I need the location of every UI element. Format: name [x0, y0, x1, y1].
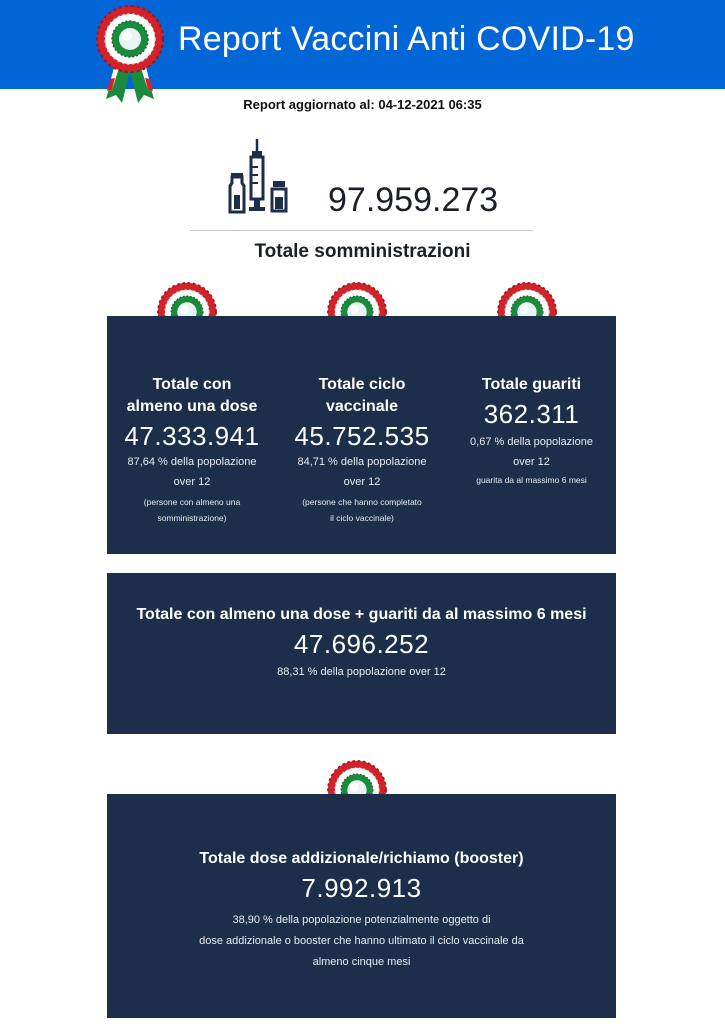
booster-title: Totale dose addizionale/richiamo (booster)	[199, 850, 524, 867]
last-updated-text: Report aggiornato al: 04-12-2021 06:35	[243, 97, 482, 112]
full-cycle-column	[277, 374, 447, 526]
recovered-pct-line2: over 12	[513, 456, 550, 468]
combined-title: Totale con almeno una dose + guariti da al massimo 6 mesi	[136, 606, 587, 623]
first-dose-value: 47.333.941	[124, 421, 260, 451]
recovered-title: Totale guariti	[481, 376, 582, 393]
first-dose-title-line2: almeno una dose	[126, 398, 258, 415]
total-administrations-label: Totale somministrazioni	[254, 241, 471, 262]
first-dose-pct-line2: over 12	[173, 476, 211, 488]
italian-cockade-icon	[96, 5, 164, 105]
first-dose-title-line1: Totale con	[152, 376, 232, 393]
full-cycle-value: 45.752.535	[294, 421, 430, 451]
first-dose-pct-line1: 87,64 % della popolazione	[127, 456, 257, 468]
full-cycle-note-line2: il ciclo vaccinale)	[330, 513, 394, 523]
divider	[190, 230, 533, 231]
page-title: Report Vaccini Anti COVID-19	[178, 20, 635, 58]
full-cycle-pct-line2: over 12	[343, 476, 381, 488]
first-dose-note-line1: (persone con almeno una	[143, 497, 241, 507]
full-cycle-title-line2: vaccinale	[325, 398, 399, 415]
full-cycle-note-line1: (persone che hanno completato	[302, 497, 422, 507]
first-dose-column	[107, 374, 277, 526]
first-dose-note-line2: somministrazione)	[157, 513, 227, 523]
booster-value: 7.992.913	[301, 873, 422, 903]
booster-text-line3: almeno cinque mesi	[312, 956, 411, 968]
booster-block	[107, 850, 616, 973]
booster-text-line1: 38,90 % della popolazione potenzialmente oggetto di	[232, 914, 491, 926]
recovered-column	[447, 374, 616, 488]
recovered-value: 362.311	[483, 399, 580, 429]
booster-text-line2: dose addizionale o booster che hanno ultimato il ciclo vaccinale da	[199, 935, 524, 947]
page-header	[0, 0, 725, 89]
combined-block	[107, 606, 616, 683]
combined-summary-card	[107, 573, 616, 734]
full-cycle-pct-line1: 84,71 % della popolazione	[297, 456, 427, 468]
combined-value: 47.696.252	[293, 629, 430, 659]
syringe-vial-icon	[228, 139, 290, 215]
vaccination-summary-card	[107, 316, 616, 554]
total-administrations-value: 97.959.273	[328, 181, 499, 219]
combined-pct: 88,31 % della popolazione over 12	[277, 666, 446, 678]
recovered-pct-line1: 0,67 % della popolazione	[470, 436, 593, 448]
recovered-note: guarita da al massimo 6 mesi	[476, 475, 587, 485]
full-cycle-title-line1: Totale ciclo	[318, 376, 406, 393]
booster-summary-card	[107, 794, 616, 1018]
